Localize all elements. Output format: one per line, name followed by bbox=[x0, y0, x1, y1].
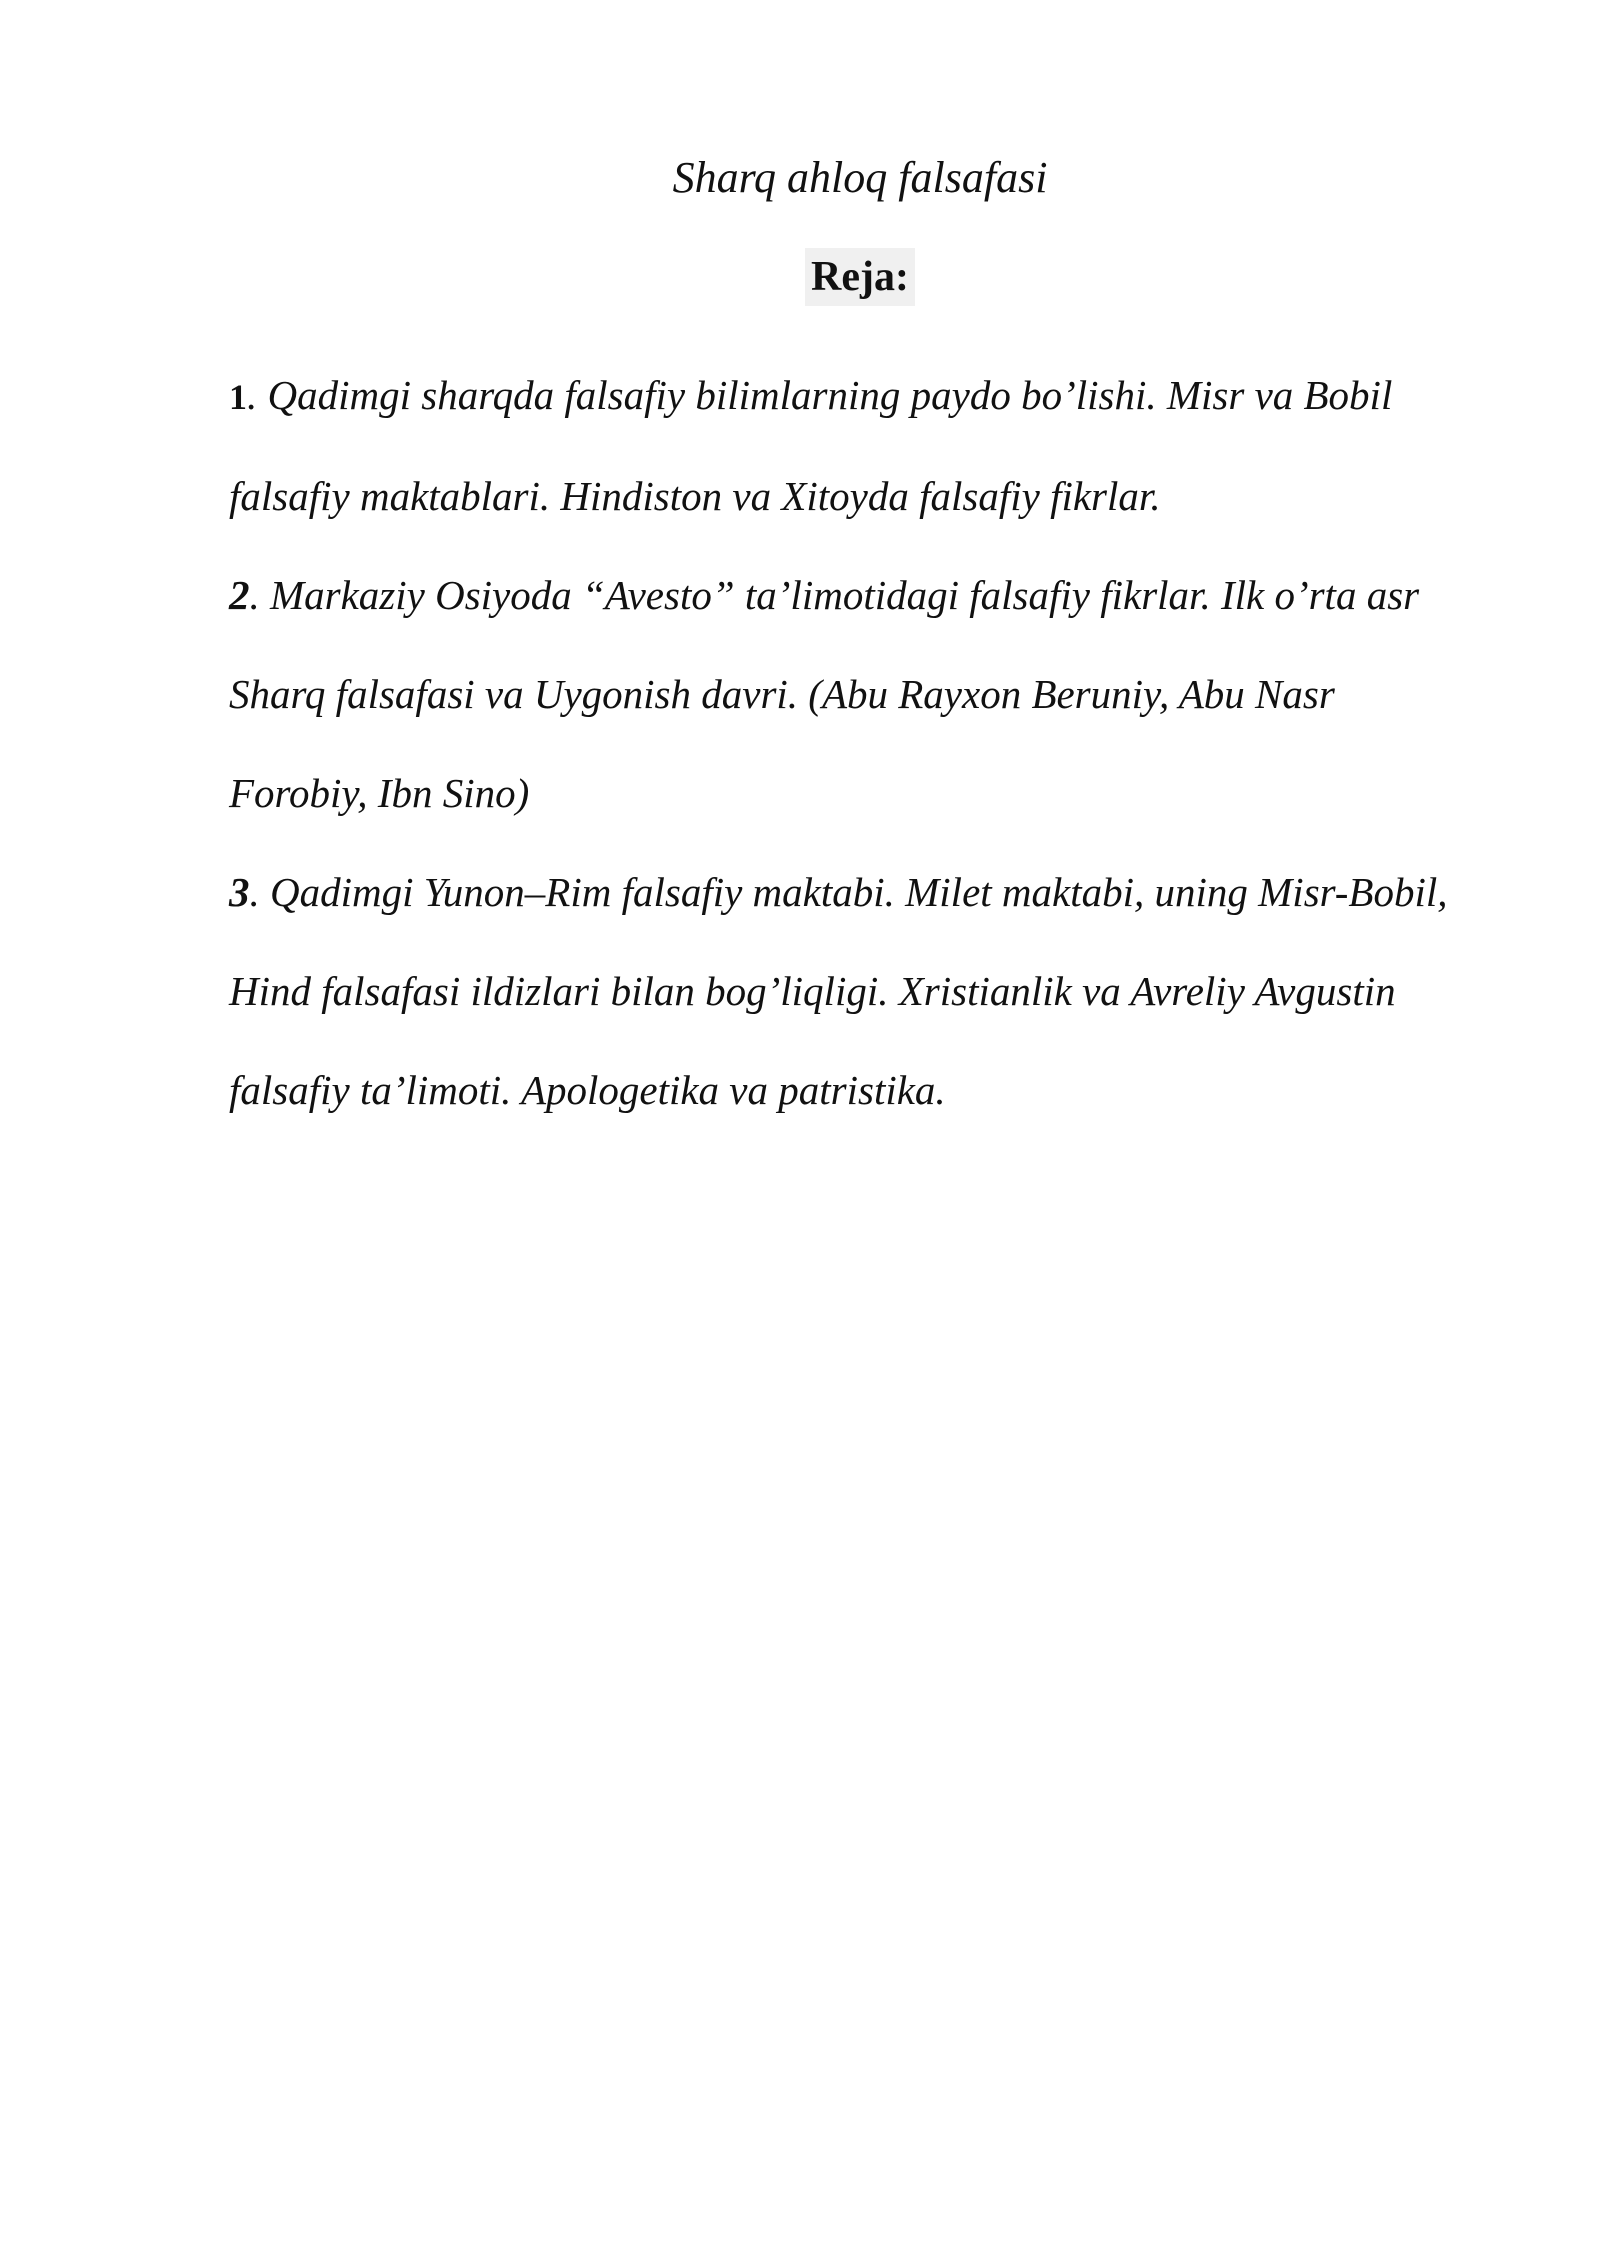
plan-item-text: . Qadimgi sharqda falsafiy bilimlarning paydo bo’lishi. Misr va Bobil falsafiy maktablari. Hindiston va Xitoyda falsafiy fikrlar. bbox=[229, 372, 1393, 519]
plan-item-text: . Qadimgi Yunon–Rim falsafiy maktabi. Milet maktabi, uning Misr-Bobil, Hind falsafasi ildizlari bilan bog’liqligi. Xristianlik va Avreliy Avgustin falsafiy ta’limoti. Apologetika va patristika. bbox=[229, 869, 1448, 1113]
plan-item-text: . Markaziy Osiyoda “Avesto” ta’limotidagi falsafiy fikrlar. Ilk o’rta asr Sharq falsafasi va Uygonish davri. (Abu Rayxon Beruniy, Abu Nasr Forobiy, Ibn Sino) bbox=[229, 572, 1420, 816]
document-title: Sharq ahloq falsafasi bbox=[672, 153, 1048, 202]
plan-heading: Reja: bbox=[805, 248, 915, 306]
plan-item-number: 3 bbox=[229, 869, 250, 915]
plan-item-number: 2 bbox=[229, 572, 250, 618]
plan-item bbox=[229, 546, 1469, 843]
plan-item-number: 1 bbox=[229, 377, 247, 417]
plan-item bbox=[229, 843, 1469, 1140]
plan-item bbox=[229, 346, 1469, 546]
plan-heading-row bbox=[0, 248, 1600, 316]
plan-list bbox=[229, 346, 1469, 1140]
